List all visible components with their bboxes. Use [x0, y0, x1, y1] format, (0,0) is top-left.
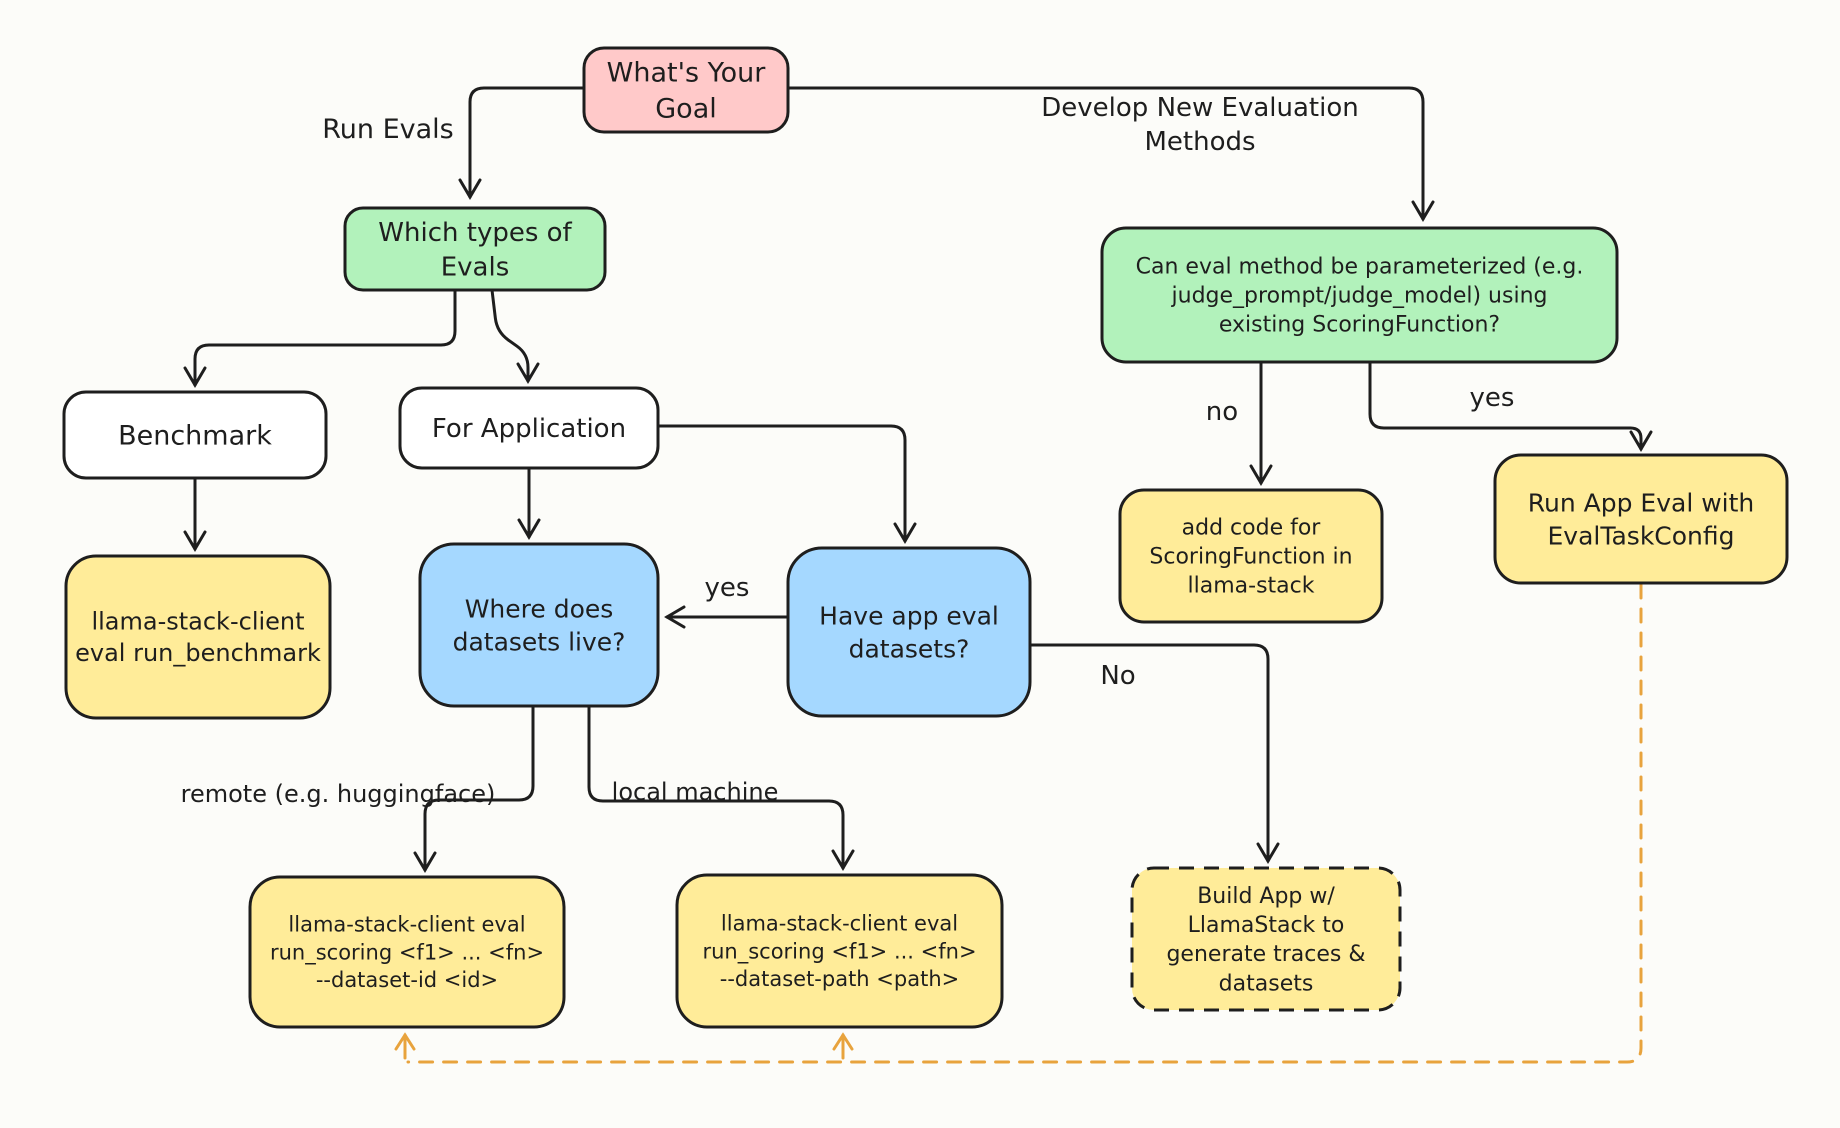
edge-label-run-evals: Run Evals	[322, 114, 454, 145]
node-have-datasets-label-line: datasets?	[848, 634, 970, 664]
node-can-parameterized-label-line: judge_prompt/judge_model) using	[1171, 283, 1548, 309]
edge-for-application-to-have-datasets	[658, 426, 905, 541]
edge-have-datasets-to-build-app-no	[1030, 645, 1268, 861]
node-add-code-label-line: add code for	[1181, 515, 1321, 541]
edge-which-types-to-benchmark	[195, 290, 455, 385]
edge-label-no-can-parameterized: no	[1205, 397, 1239, 427]
edge-label-yes-can-parameterized: yes	[1469, 383, 1515, 413]
node-where-datasets	[420, 544, 658, 706]
node-run-benchmark-box	[66, 556, 330, 718]
edge-label-no-have-datasets: No	[1100, 661, 1136, 691]
node-run-scoring-dataset-id	[250, 877, 564, 1027]
node-run-benchmark-label-line: eval run_benchmark	[75, 639, 321, 668]
edge-label-yes-have-datasets: yes	[704, 573, 750, 603]
node-run-app-eval-label-line: EvalTaskConfig	[1547, 521, 1735, 551]
node-goal-label-line: What's Your	[606, 57, 766, 89]
node-which-types-label-line: Which types of	[378, 217, 572, 248]
node-run-benchmark-label-line: llama-stack-client	[91, 607, 305, 636]
node-can-parameterized	[1102, 228, 1617, 362]
edge-label-develop-new-line2: Methods	[1144, 127, 1256, 157]
node-goal	[584, 48, 788, 132]
node-have-datasets-box	[788, 548, 1030, 716]
node-benchmark	[64, 392, 326, 478]
node-for-application-label-line: For Application	[431, 414, 627, 445]
node-run-app-eval-label-line: Run App Eval with	[1527, 488, 1755, 518]
node-add-code	[1120, 490, 1382, 622]
node-run-scoring-dataset-id-label-line: run_scoring <f1> ... <fn>	[269, 940, 545, 965]
node-can-parameterized-label-line: existing ScoringFunction?	[1218, 312, 1501, 338]
node-add-code-label-line: llama-stack	[1187, 573, 1315, 599]
node-where-datasets-box	[420, 544, 658, 706]
edge-label-local-machine: local machine	[611, 778, 779, 806]
node-add-code-label-line: ScoringFunction in	[1149, 544, 1353, 570]
node-goal-label-line: Goal	[655, 93, 717, 125]
node-can-parameterized-label-line: Can eval method be parameterized (e.g.	[1135, 254, 1584, 280]
node-build-app	[1132, 868, 1400, 1010]
edge-label-develop-new-line1: Develop New Evaluation	[1041, 93, 1359, 123]
node-run-benchmark	[66, 556, 330, 718]
edge-which-types-to-for-application	[492, 290, 528, 381]
node-benchmark-label-line: Benchmark	[118, 420, 272, 452]
node-which-types	[345, 208, 605, 290]
node-build-app-label-line: generate traces &	[1166, 942, 1366, 968]
node-run-scoring-dataset-path-label-line: --dataset-path <path>	[719, 967, 960, 992]
node-where-datasets-label-line: datasets live?	[452, 627, 626, 657]
node-have-datasets	[788, 548, 1030, 716]
edge-label-remote-huggingface: remote (e.g. huggingface)	[180, 780, 496, 808]
node-run-scoring-dataset-path	[677, 875, 1002, 1027]
node-which-types-label-line: Evals	[440, 252, 510, 283]
node-run-app-eval-box	[1495, 455, 1787, 583]
nodes-layer	[64, 48, 1787, 1027]
node-build-app-label-line: Build App w/	[1197, 884, 1335, 910]
node-run-scoring-dataset-path-label-line: llama-stack-client eval	[720, 911, 959, 936]
node-run-scoring-dataset-id-label-line: llama-stack-client eval	[288, 912, 526, 937]
node-have-datasets-label-line: Have app eval	[819, 601, 999, 631]
node-build-app-label-line: LlamaStack to	[1187, 913, 1345, 939]
node-build-app-label-line: datasets	[1218, 971, 1314, 997]
edge-goal-to-which-types	[470, 88, 584, 197]
node-run-scoring-dataset-id-label-line: --dataset-id <id>	[315, 968, 499, 993]
node-run-app-eval	[1495, 455, 1787, 583]
node-for-application	[400, 388, 658, 468]
node-where-datasets-label-line: Where does	[464, 594, 614, 624]
node-run-scoring-dataset-path-label-line: run_scoring <f1> ... <fn>	[702, 939, 977, 964]
